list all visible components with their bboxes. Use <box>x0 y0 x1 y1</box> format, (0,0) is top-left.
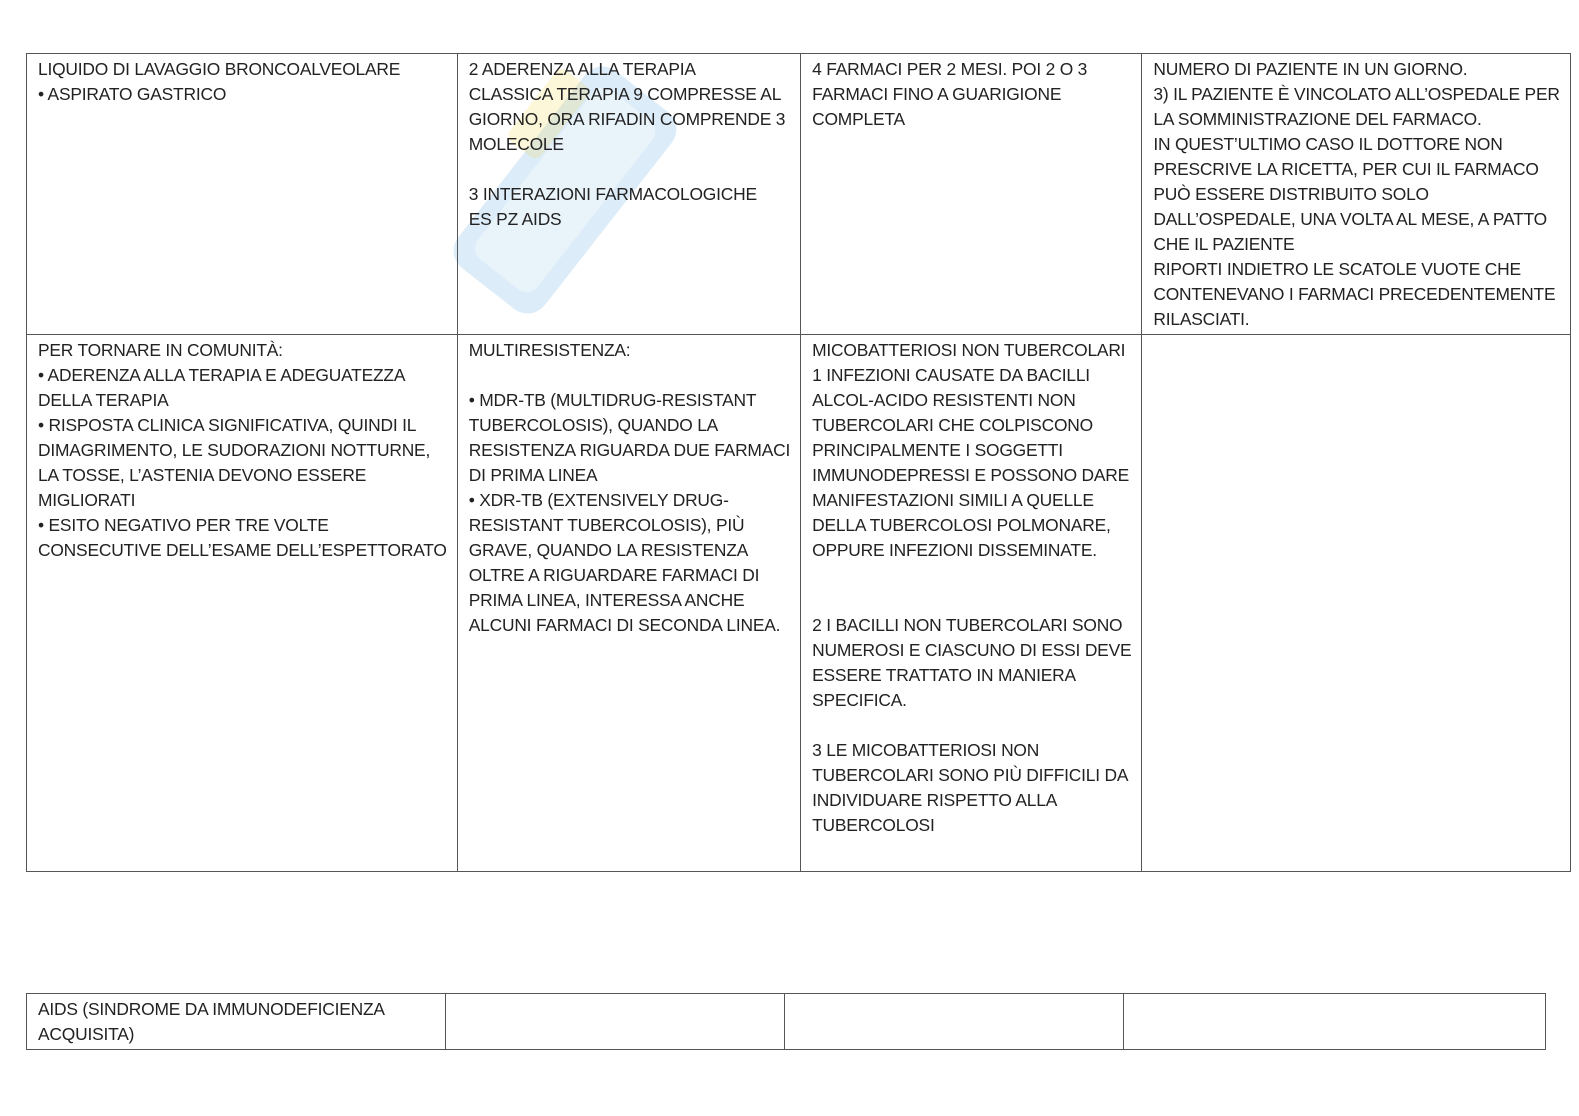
text-line: TUBERCOLOSIS), QUANDO LA <box>468 415 719 435</box>
text-line: ALCOL-ACIDO RESISTENTI NON <box>812 390 1076 410</box>
text-line: CLASSICA TERAPIA 9 COMPRESSE AL <box>468 84 782 104</box>
text-line: • MDR-TB (MULTIDRUG-RESISTANT <box>468 390 757 410</box>
text-line: • ASPIRATO GASTRICO <box>38 84 227 104</box>
text-line: LA TOSSE, L’ASTENIA DEVONO ESSERE <box>38 465 367 485</box>
text-line: CHE IL PAZIENTE <box>1153 234 1295 254</box>
cell-return-to-community <box>27 335 458 872</box>
cell-sampling-methods <box>27 54 458 335</box>
text-line: DELLA TERAPIA <box>38 390 169 410</box>
text-line: RILASCIATI. <box>1153 309 1250 329</box>
text-line: PRESCRIVE LA RICETTA, PER CUI IL FARMACO <box>1153 159 1539 179</box>
cell-empty <box>1142 335 1570 872</box>
text-line: TUBERCOLARI SONO PIÙ DIFFICILI DA <box>812 765 1129 785</box>
cell-multiresistance <box>457 335 800 872</box>
text-line: 3 INTERAZIONI FARMACOLOGICHE <box>468 184 757 204</box>
text-line: • RISPOSTA CLINICA SIGNIFICATIVA, QUINDI IL <box>38 415 417 435</box>
text-line: 2 ADERENZA ALLA TERAPIA <box>468 59 696 79</box>
text-line: COMPLETA <box>812 109 905 129</box>
text-line: MIGLIORATI <box>38 490 136 510</box>
text-line: 2 I BACILLI NON TUBERCOLARI SONO <box>812 615 1123 635</box>
text-line: FARMACI FINO A GUARIGIONE <box>812 84 1062 104</box>
text-line: OPPURE INFEZIONI DISSEMINATE. <box>812 540 1097 560</box>
text-line: MANIFESTAZIONI SIMILI A QUELLE <box>812 490 1094 510</box>
text-line: 3 LE MICOBATTERIOSI NON <box>812 740 1040 760</box>
text-line: • ESITO NEGATIVO PER TRE VOLTE <box>38 515 329 535</box>
text-line: RIPORTI INDIETRO LE SCATOLE VUOTE CHE <box>1153 259 1521 279</box>
text-line: RESISTENZA RIGUARDA DUE FARMACI <box>468 440 791 460</box>
cell-empty <box>785 994 1124 1050</box>
text-line: RESISTANT TUBERCOLOSIS), PIÙ <box>468 515 745 535</box>
text-line: 3) IL PAZIENTE È VINCOLATO ALL’OSPEDALE PER <box>1153 84 1560 104</box>
table-row <box>27 994 1546 1050</box>
text-line: TUBERCOLARI CHE COLPISCONO <box>812 415 1093 435</box>
aids-table <box>26 993 1546 1050</box>
cell-aids-title <box>27 994 446 1050</box>
cell-nontuberculous-mycobacteria <box>801 335 1142 872</box>
text-line: NUMEROSI E CIASCUNO DI ESSI DEVE <box>812 640 1132 660</box>
text-line: 4 FARMACI PER 2 MESI. POI 2 O 3 <box>812 59 1088 79</box>
text-line: • XDR-TB (EXTENSIVELY DRUG- <box>468 490 729 510</box>
text-line: OLTRE A RIGUARDARE FARMACI DI <box>468 565 760 585</box>
text-line: • ADERENZA ALLA TERAPIA E ADEGUATEZZA <box>38 365 406 385</box>
text-line: PER TORNARE IN COMUNITÀ: <box>38 340 283 360</box>
cell-drug-regimen <box>801 54 1142 335</box>
cell-therapy-adherence <box>457 54 800 335</box>
text-line: NUMERO DI PAZIENTE IN UN GIORNO. <box>1153 59 1468 79</box>
text-line: TUBERCOLOSI <box>812 815 935 835</box>
text-line: CONTENEVANO I FARMACI PRECEDENTEMENTE <box>1153 284 1556 304</box>
cell-heading: MULTIRESISTENZA: <box>468 340 631 360</box>
text-line: LA SOMMINISTRAZIONE DEL FARMACO. <box>1153 109 1482 129</box>
text-line: IMMUNODEPRESSI E POSSONO DARE <box>812 465 1130 485</box>
text-line: SPECIFICA. <box>812 690 907 710</box>
text-line: PRINCIPALMENTE I SOGGETTI <box>812 440 1063 460</box>
text-line: GRAVE, QUANDO LA RESISTENZA <box>468 540 749 560</box>
text-line: MOLECOLE <box>468 134 564 154</box>
table-row <box>27 54 1571 335</box>
text-line: GIORNO, ORA RIFADIN COMPRENDE 3 <box>468 109 786 129</box>
text-line: ACQUISITA) <box>38 1024 135 1044</box>
cell-empty <box>1124 994 1546 1050</box>
text-line: DELLA TUBERCOLOSI POLMONARE, <box>812 515 1111 535</box>
cell-empty <box>446 994 785 1050</box>
table-row <box>27 335 1571 872</box>
text-line: INDIVIDUARE RISPETTO ALLA <box>812 790 1058 810</box>
text-line: IN QUEST’ULTIMO CASO IL DOTTORE NON <box>1153 134 1503 154</box>
text-line: ES PZ AIDS <box>468 209 562 229</box>
text-line: DI PRIMA LINEA <box>468 465 598 485</box>
text-line: PRIMA LINEA, INTERESSA ANCHE <box>468 590 745 610</box>
text-line: PUÒ ESSERE DISTRIBUITO SOLO <box>1153 184 1429 204</box>
main-table <box>26 53 1571 872</box>
text-line: DALL’OSPEDALE, UNA VOLTA AL MESE, A PATTO <box>1153 209 1547 229</box>
text-line: ESSERE TRATTATO IN MANIERA <box>812 665 1076 685</box>
cell-heading: MICOBATTERIOSI NON TUBERCOLARI <box>812 340 1126 360</box>
cell-hospital-dispensing <box>1142 54 1570 335</box>
text-line: CONSECUTIVE DELL’ESAME DELL’ESPETTORATO <box>38 540 447 560</box>
text-line: ALCUNI FARMACI DI SECONDA LINEA. <box>468 615 781 635</box>
text-line: DIMAGRIMENTO, LE SUDORAZIONI NOTTURNE, <box>38 440 431 460</box>
text-line: AIDS (SINDROME DA IMMUNODEFICIENZA <box>38 999 385 1019</box>
text-line: 1 INFEZIONI CAUSATE DA BACILLI <box>812 365 1090 385</box>
text-line: LIQUIDO DI LAVAGGIO BRONCOALVEOLARE <box>38 59 401 79</box>
